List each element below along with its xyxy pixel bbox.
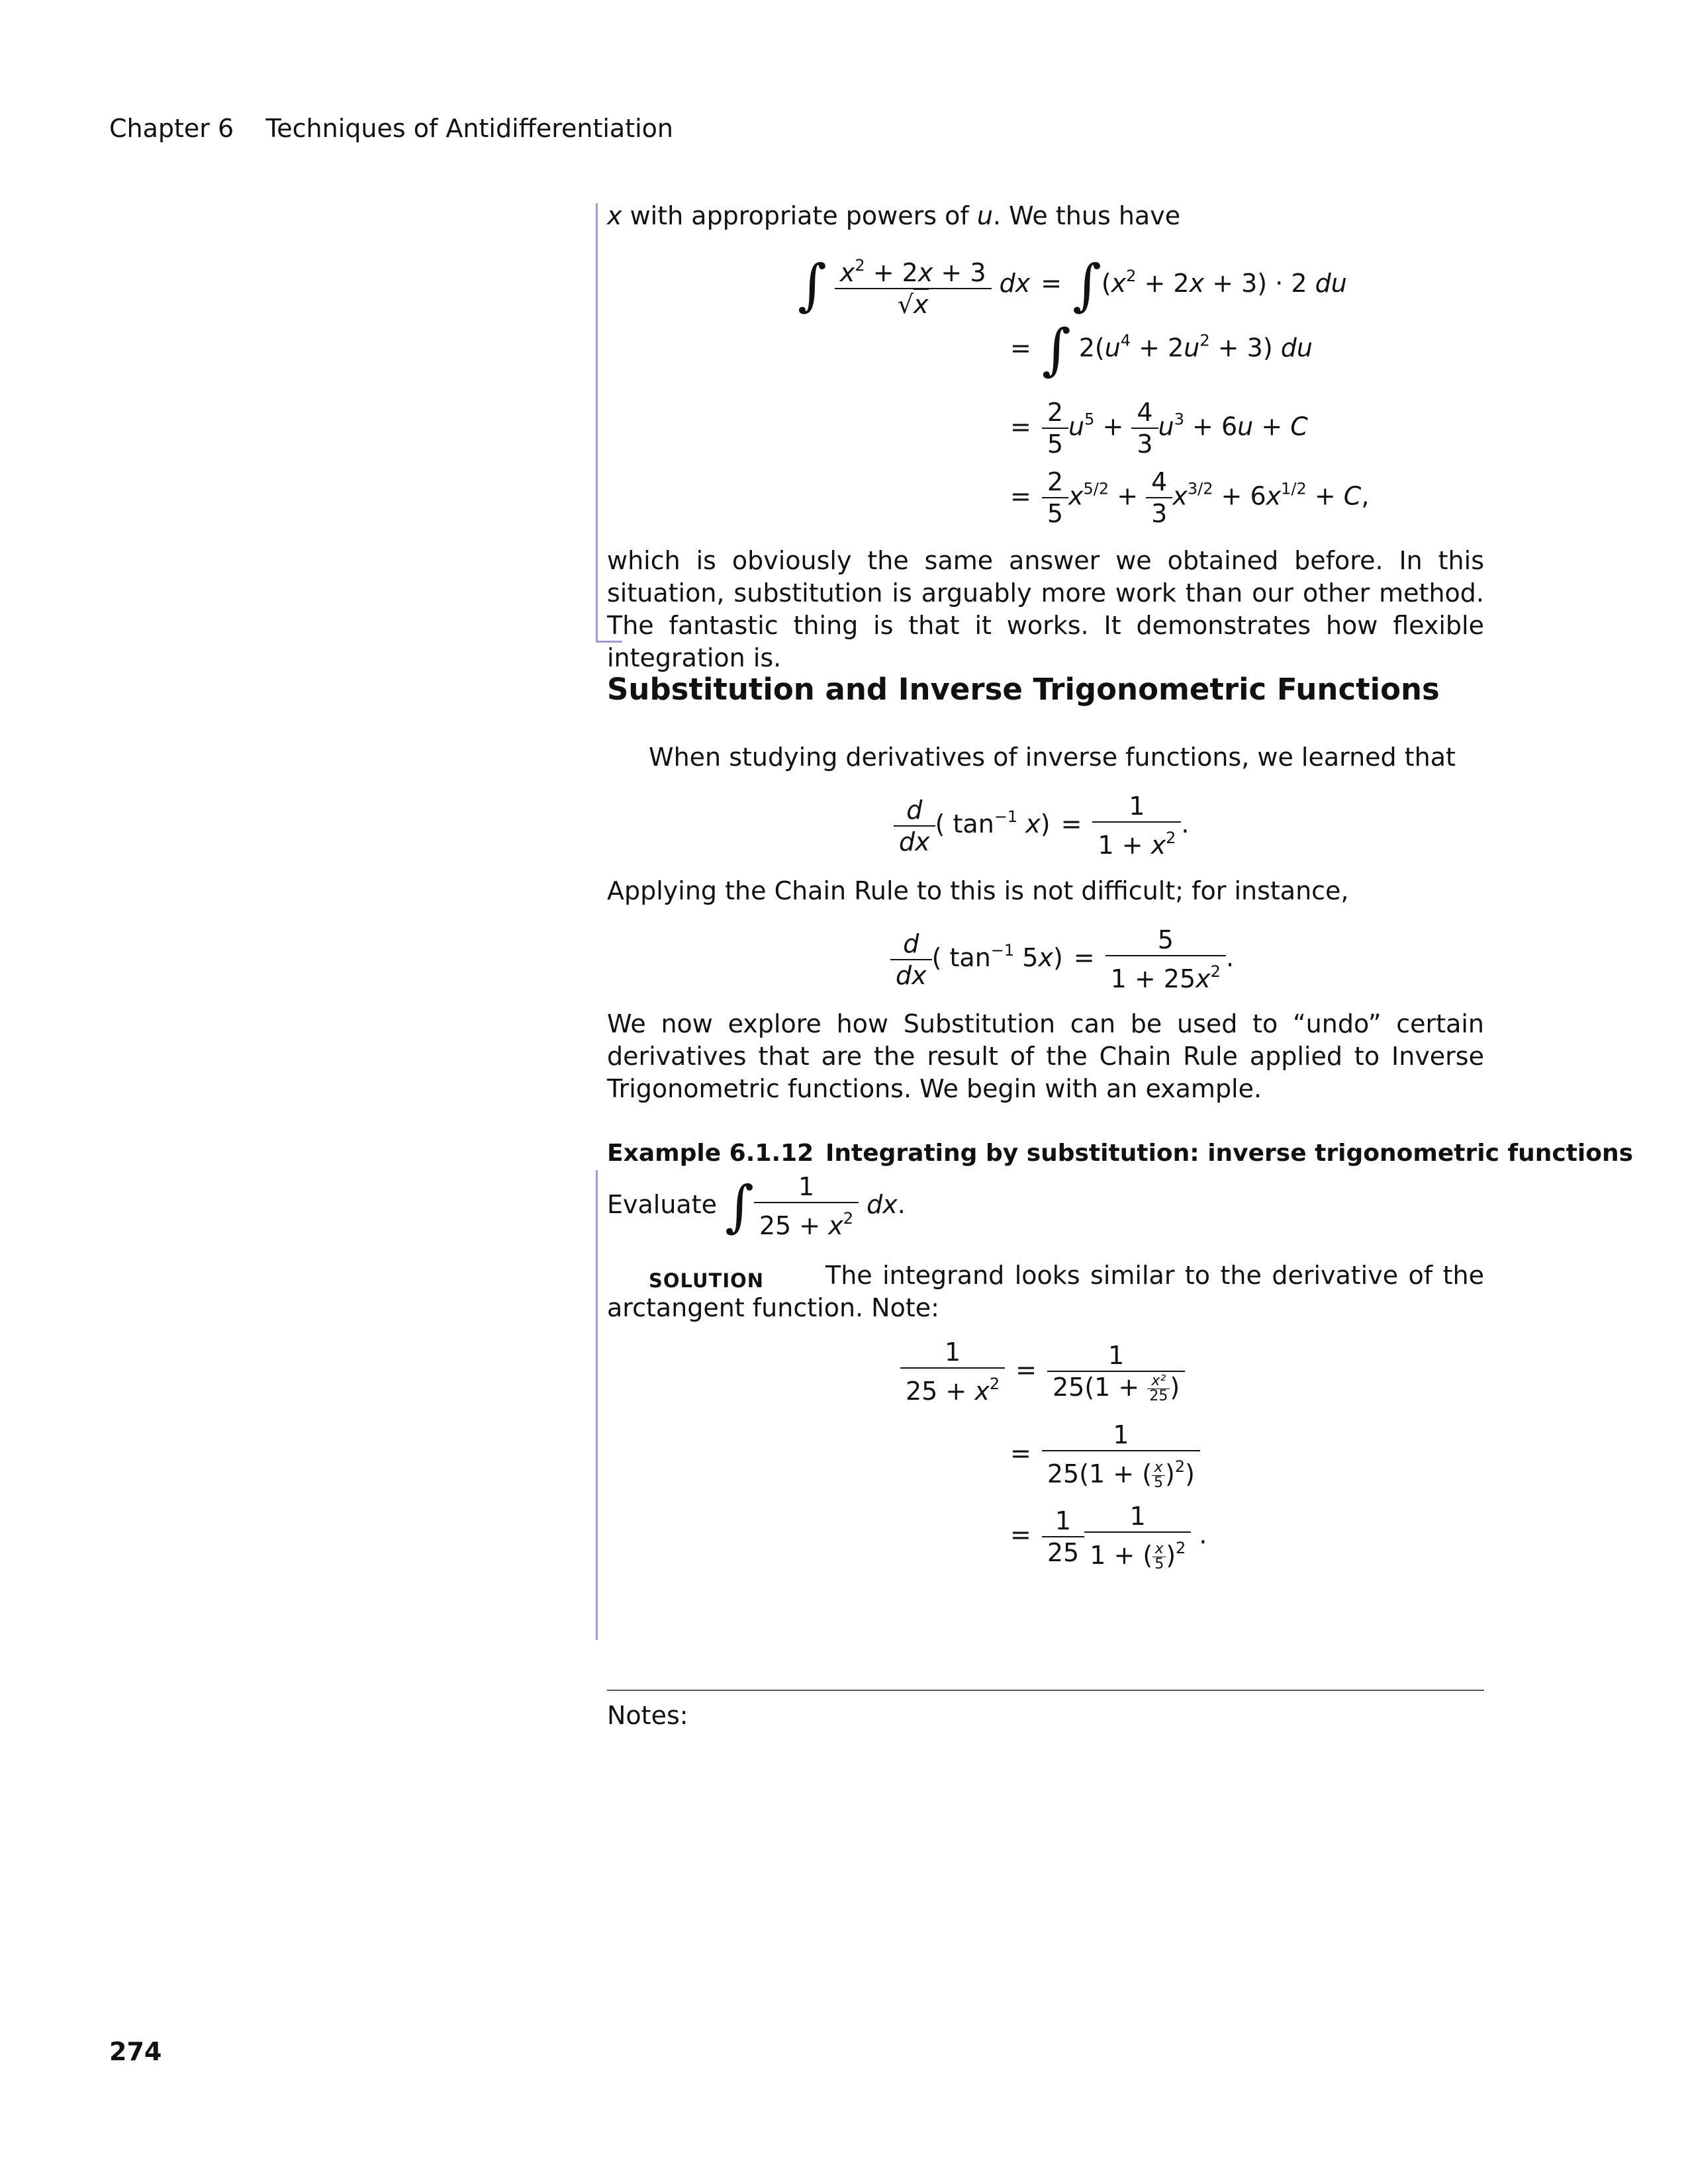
- paragraph-2: When studying derivatives of inverse functions, we learned that: [649, 743, 1456, 772]
- solution-label: SOLUTION: [649, 1269, 765, 1292]
- notes-divider: [607, 1690, 1484, 1691]
- page-number: 274: [109, 2037, 162, 2066]
- paragraph-3: Applying the Chain Rule to this is not difficult; for instance,: [607, 876, 1349, 905]
- example-title: Integrating by substitution: inverse trigonometric functions: [825, 1140, 1634, 1167]
- section-title: Substitution and Inverse Trigonometric Functions: [607, 672, 1440, 707]
- paragraph-4: We now explore how Substitution can be used to “undo” certain derivatives that are the result of the Chain Rule applied to Inverse Trigonometric functions. We begin with an example.: [607, 1009, 1484, 1103]
- paragraph-1: which is obviously the same answer we obtained before. In this situation, substitution is arguably more work than our other method. The fantastic thing is that it works. It demonstrates how flexible integration is.: [607, 546, 1484, 672]
- chapter-title: Techniques of Antidifferentiation: [265, 114, 673, 143]
- example-bar: [596, 1170, 598, 1640]
- solution-equation-line-3: = $\frac{1}{25}$ 1 1 + ( $\frac{x}{5}$ )$^2$ .: [1010, 1502, 1207, 1572]
- solution-equation-line-2: = 1 25(1 + ( $\frac{x}{5}$ )$^2$): [1000, 1420, 1200, 1490]
- running-header: [109, 114, 673, 143]
- chapter-number: Chapter 6: [109, 114, 234, 143]
- continuation-bar: [596, 203, 598, 642]
- equation-chain-rule-example: $\frac{d}{dx}$ ( $\tan^{-1} 5x$) = $\frac{5}{1 + 25x^2}$ .: [890, 925, 1234, 994]
- intro-line: x with appropriate powers of u. We thus have: [607, 201, 1181, 230]
- solution-text: The integrand looks similar to the derivative of the arctangent function. Note:: [607, 1261, 1484, 1322]
- equation-arctan-derivative: $\frac{d}{dx}$ ( $\tan^{-1} x$) = $\frac{1}{1 + x^2}$ .: [894, 791, 1190, 860]
- equation-line-2: = ∫ $2(u^4 + 2u^2 + 3)$ du: [1010, 317, 1313, 382]
- equation-line-4: = $\frac{2}{5}$ $x^{5/2}$ + $\frac{4}{3}$ $x^{3/2} + 6x^{1/2} + C$,: [1010, 467, 1370, 528]
- example-number: Example 6.1.12: [607, 1140, 814, 1167]
- example-prompt: Evaluate ∫ $\frac{1}{25 + x^2}$ dx.: [607, 1172, 906, 1240]
- equation-line-3: = $\frac{2}{5}$ $u^5$ + $\frac{4}{3}$ $u^3 + 6u + C$: [1010, 398, 1308, 459]
- notes-label: Notes:: [607, 1701, 688, 1730]
- solution-equation-line-1: $\frac{1}{25 + x^2}$ = 1 25(1 + $\frac{\text{x²}}{25}$ ): [900, 1337, 1185, 1406]
- equation-line-1: ∫ $\frac{x^2 + 2x + 3}{√x}$ dx = $\int(x^2 + 2x + 3) \cdot 2$ du: [798, 250, 1347, 320]
